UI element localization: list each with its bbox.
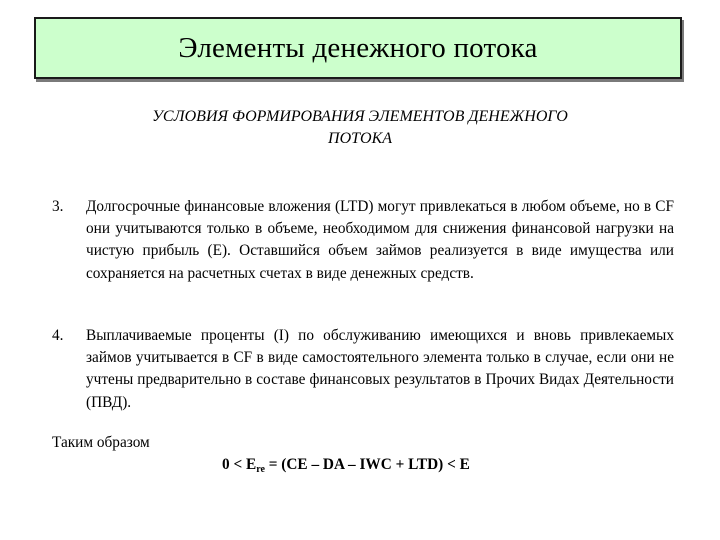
conclusion-text: Таким образом bbox=[52, 434, 150, 451]
list-item-number: 4. bbox=[52, 327, 64, 344]
slide-title-box bbox=[34, 17, 682, 79]
formula-left: 0 < E bbox=[222, 456, 257, 473]
slide-title: Элементы денежного потока bbox=[178, 31, 538, 64]
list-item bbox=[52, 325, 674, 414]
formula-right: = (CE – DA – IWC + LTD) < E bbox=[264, 456, 470, 473]
list-item-number: 3. bbox=[52, 198, 64, 215]
subtitle-line-2: ПОТОКА bbox=[328, 130, 392, 147]
list-item-text: Долгосрочные финансовые вложения (LTD) могут привлекаться в любом объеме, но в CF они учитываются только в объеме, необходимом для снижения финансовой нагрузки на чистую прибыль (E). Оставшийся объем займов реализуется в виде имущества или сохраняется на расчетных счетах в виде денежных средств. bbox=[86, 198, 674, 282]
formula-subscript: re bbox=[256, 464, 265, 475]
list-item bbox=[52, 196, 674, 285]
formula bbox=[222, 454, 470, 481]
list-item-text: Выплачиваемые проценты (I) по обслуживанию имеющихся и вновь привлекаемых займов учитывается в CF в виде самостоятельного элемента только в случае, если они не учтены предварительно в составе финансовых результатов в Прочих Видах Деятельности (ПВД). bbox=[86, 327, 674, 411]
subtitle-line-1: УСЛОВИЯ ФОРМИРОВАНИЯ ЭЛЕМЕНТОВ ДЕНЕЖНОГО bbox=[152, 108, 568, 125]
section-subtitle bbox=[80, 106, 640, 150]
